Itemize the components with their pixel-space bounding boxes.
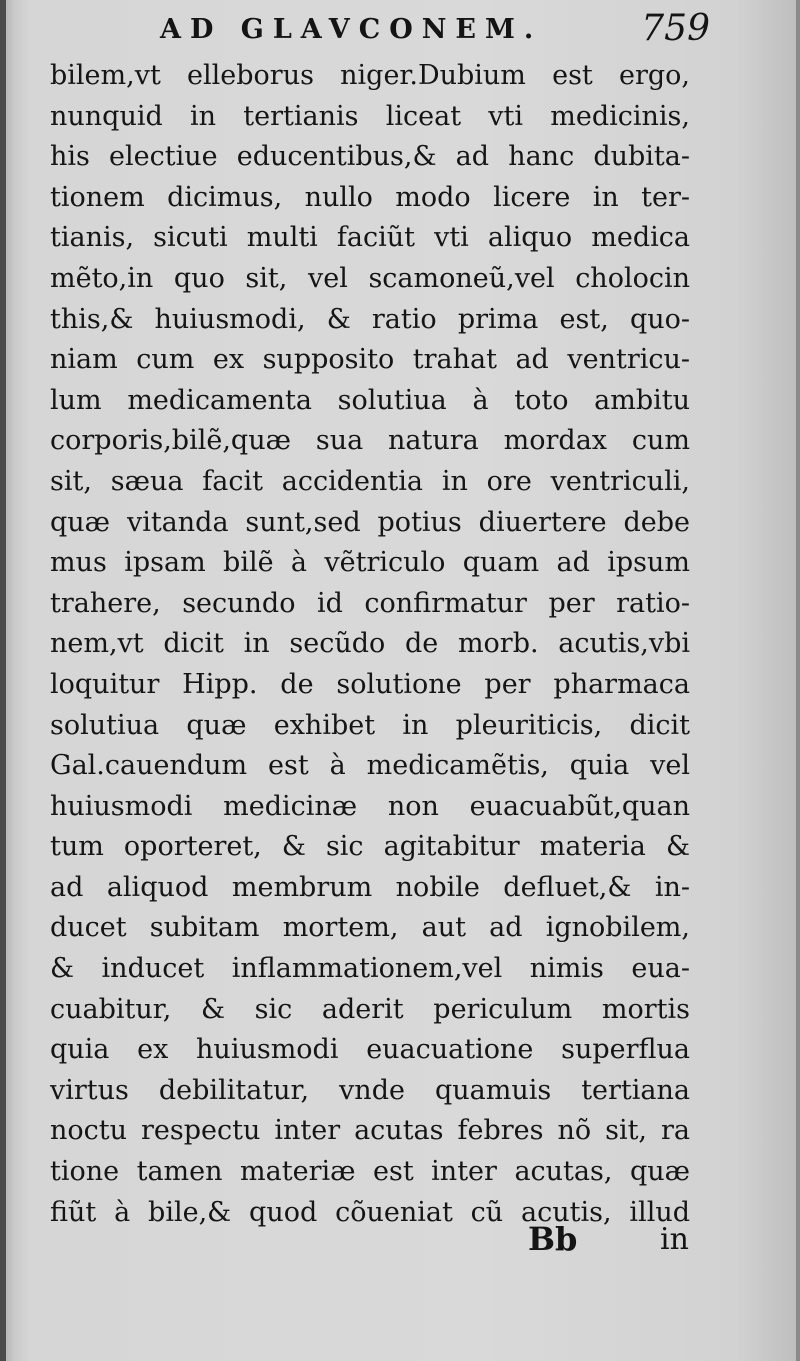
text-line: quæ vitanda sunt,sed potius diuertere debe [50,506,690,538]
text-line: corporis,bilẽ,quæ sua natura mordax cum [50,425,690,457]
text-line: & inducet inflammationem,vel nimis eua- [50,953,690,985]
signature-mark: Bb [528,1220,578,1258]
text-line: mẽto,in quo sit, vel scamoneũ,vel cholocin [50,262,690,294]
scan-edge-left [0,0,6,1361]
text-line: solutiua quæ exhibet in pleuriticis, dicit [50,709,690,741]
page-number: 759 [641,8,710,49]
text-line: ad aliquod membrum nobile defluet,& in- [50,871,690,903]
text-line: this,& huiusmodi, & ratio prima est, quo- [50,303,690,335]
text-line: niam cum ex supposito trahat ad ventricu- [50,344,690,376]
text-line: sit, sæua facit accidentia in ore ventriculi, [50,465,690,497]
text-line: lum medicamenta solutiua à toto ambitu [50,384,690,416]
text-line: Gal.cauendum est à medicamẽtis, quia vel [50,750,690,782]
text-line: huiusmodi medicinæ non euacuabũt,quan [50,790,690,822]
running-title: AD GLAVCONEM. [160,14,543,45]
text-line: quia ex huiusmodi euacuatione superflua [50,1034,690,1066]
text-line: noctu respectu inter acutas febres nõ sit, ra [50,1115,690,1147]
scan-edge-right [796,0,800,1361]
text-line: bilem,vt elleborus niger.Dubium est ergo, [50,60,690,91]
text-line: ducet subitam mortem, aut ad ignobilem, [50,912,690,944]
text-line: nem,vt dicit in secũdo de morb. acutis,vbi [50,628,690,660]
text-line: trahere, secundo id confirmatur per ratio- [50,587,690,619]
text-line: tianis, sicuti multi faciũt vti aliquo medica [50,222,690,254]
running-head [0,8,800,52]
text-line: cuabitur, & sic aderit periculum mortis [50,993,690,1025]
body-text [50,56,690,1233]
text-line: fiũt à bile,& quod cõueniat cũ acutis, illud [50,1196,690,1228]
catchword: in [660,1222,689,1257]
text-line: tione tamen materiæ est inter acutas, quæ [50,1156,690,1188]
text-line: his electiue educentibus,& ad hanc dubita- [50,141,690,173]
text-line: mus ipsam bilẽ à vẽtriculo quam ad ipsum [50,547,690,579]
text-line: virtus debilitatur, vnde quamuis tertiana [50,1074,690,1106]
text-line: tionem dicimus, nullo modo licere in ter- [50,181,690,213]
text-line: nunquid in tertianis liceat vti medicinis, [50,100,690,132]
text-line: loquitur Hipp. de solutione per pharmaca [50,668,690,700]
text-line: tum oporteret, & sic agitabitur materia & [50,831,690,863]
page-footer [0,1220,800,1270]
